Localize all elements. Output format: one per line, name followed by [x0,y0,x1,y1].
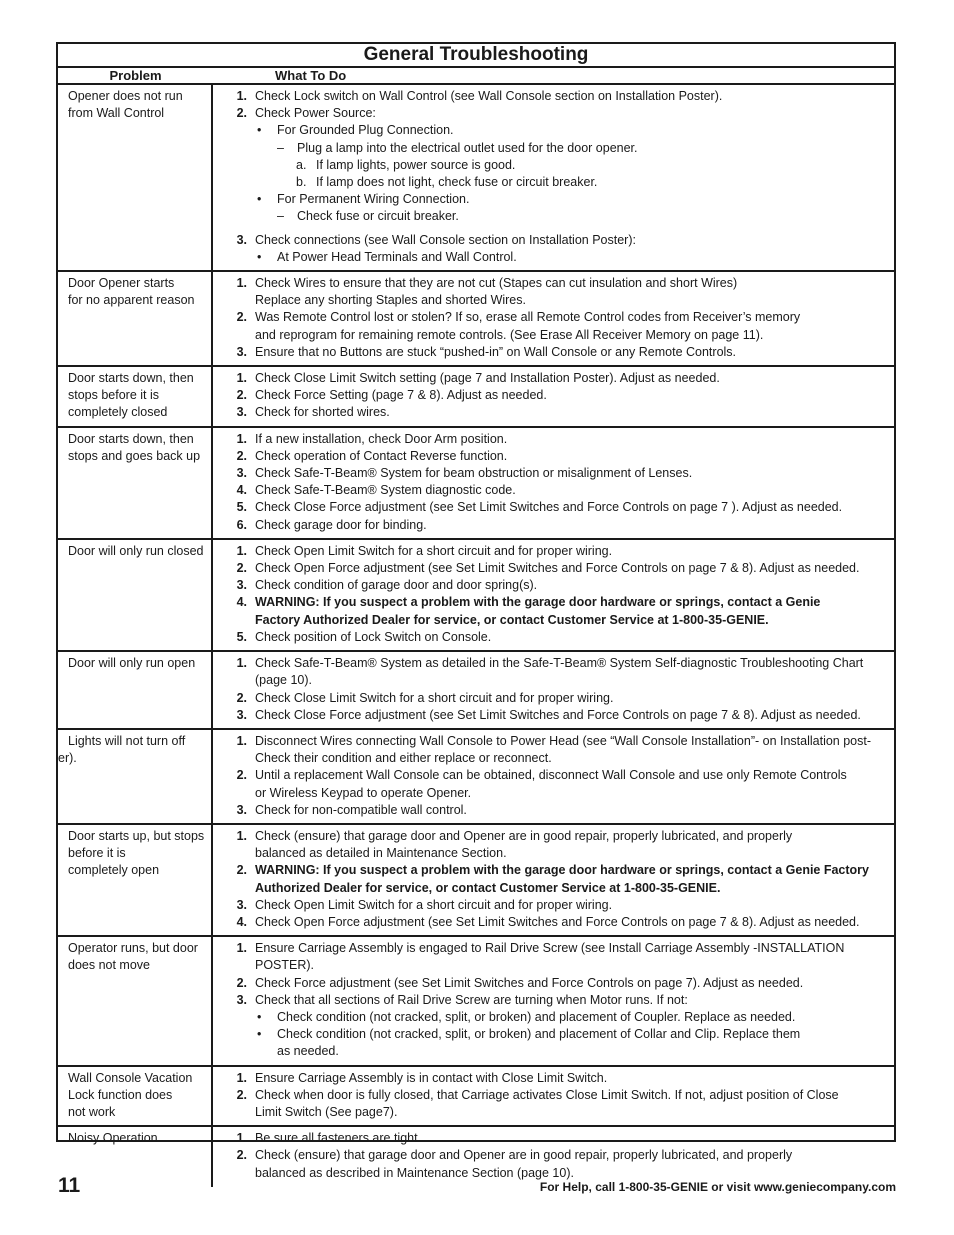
step-text: Check (ensure) that garage door and Opener are in good repair, properly lubricated, and properly balanced as described in Maintenance Section (page 10). [255,1148,793,1180]
what-to-do-cell [213,272,894,365]
step-number: 1. [236,828,247,843]
step-item [213,802,888,819]
step-item [213,1130,888,1147]
step-text: Check Open Limit Switch for a short circuit and for proper wiring. [255,897,613,912]
table-row [58,85,894,272]
step-text: Be sure all fasteners are tight. [255,1131,422,1146]
step-item [213,940,888,974]
step-text: Disconnect Wires connecting Wall Console to Power Head (see “Wall Console Installation”- on Installation post- Check their condition and either replace or reconnect. [255,733,872,766]
step-text: Check Open Force adjustment (see Set Limit Switches and Force Controls on page 7 & 8). Adjust as needed. [255,561,860,576]
step-item [213,975,888,992]
step-number: 1. [236,941,247,956]
table-row [58,730,894,825]
troubleshooting-table [56,42,896,1180]
list-marker: b. [296,175,307,190]
table-row [58,272,894,367]
step-number: 1. [236,276,247,291]
step-number: 3. [236,232,247,247]
step-item [213,655,888,689]
step-number: 3. [236,466,247,481]
step-text: Check Safe-T-Beam® System as detailed in the Safe-T-Beam® System Self-diagnostic Troubleshooting Chart (page 10). [255,656,864,688]
warning-text: WARNING: If you suspect a problem with the garage door hardware or springs, contact a Genie Factory Authorized Dealer for service, or contact Customer Service at 1-800-35-GENIE. [255,595,821,627]
step-item [213,897,888,914]
step-number: 1. [236,656,247,671]
step-number: 3. [236,405,247,420]
problem-cell: Door will only run open [58,652,213,728]
step-number: 2. [236,448,247,463]
sub-text: For Permanent Wiring Connection. [277,192,470,207]
step-text: Check Force adjustment (see Set Limit Switches and Force Controls on page 7). Adjust as needed. [255,975,804,990]
bullet-marker: • [257,249,262,264]
step-text: Check Safe-T-Beam® System for beam obstruction or misalignment of Lenses. [255,466,693,481]
step-item [213,275,888,309]
step-number: 2. [236,975,247,990]
step-number: 4. [236,595,247,610]
sub-item [213,191,888,208]
problem-cell: Opener does not run from Wall Control [58,85,213,270]
step-text: Check garage door for binding. [255,517,427,532]
step-text: Check for shorted wires. [255,405,390,420]
step-number: 2. [236,561,247,576]
problem-cell: Door will only run closed [58,540,213,650]
sub-text: If lamp lights, power source is good. [316,157,516,172]
problem-cell: Lights will not turn off er). [58,730,213,823]
step-text: Check position of Lock Switch on Console. [255,629,492,644]
step-item [213,543,888,560]
list-marker: – [277,209,284,224]
step-item [213,914,888,931]
bullet-marker: • [257,1009,262,1024]
sub-item [213,1026,888,1060]
step-text: Check Power Source: [255,106,376,121]
step-number: 2. [236,1087,247,1102]
table-body [58,85,894,1187]
step-item [213,733,888,767]
step-number: 2. [236,690,247,705]
table-row [58,367,894,428]
step-item [213,1070,888,1087]
step-number: 2. [236,388,247,403]
sub-item [213,249,888,266]
step-number: 1. [236,543,247,558]
step-number: 1. [236,89,247,103]
sub-item [213,1009,888,1026]
what-to-do-cell [213,825,894,935]
step-text: Check Close Limit Switch setting (page 7 and Installation Poster). Adjust as needed. [255,371,720,386]
problem-cell: Door starts down, then stops before it is completely closed [58,367,213,426]
sub-option [213,157,888,174]
sub-option [213,174,888,191]
table-row [58,1067,894,1128]
step-number: 3. [236,344,247,359]
step-text: Ensure that no Buttons are stuck “pushed-in” on Wall Console or any Remote Controls. [255,344,737,359]
table-row [58,937,894,1066]
step-number: 1. [236,733,247,748]
step-item [213,1147,888,1181]
what-to-do-cell [213,428,894,538]
step-text: Check (ensure) that garage door and Opener are in good repair, properly lubricated, and properly balanced as detailed in Maintenance Section. [255,828,793,861]
step-number: 3. [236,578,247,593]
table-row [58,825,894,937]
page-title: General Troubleshooting [58,44,894,68]
problem-cell: Wall Console Vacation Lock function does not work [58,1067,213,1126]
step-text: Check Wires to ensure that they are not cut (Stapes can cut insulation and short Wires) Replace any shorting Staples and shorted Wires. [255,276,738,308]
step-item [213,465,888,482]
page-number: 11 [58,1174,81,1197]
step-item [213,690,888,707]
step-item [213,862,888,896]
sub-text: Plug a lamp into the electrical outlet used for the door opener. [297,140,638,155]
bullet-marker: • [257,192,262,207]
list-marker: a. [296,157,307,172]
step-item [213,1087,888,1121]
problem-cell: Door Opener starts for no apparent reason [58,272,213,365]
step-number: 2. [236,310,247,325]
step-item [213,560,888,577]
sub-text: For Grounded Plug Connection. [277,123,454,138]
problem-cell: Door starts up, but stops before it is completely open [58,825,213,935]
step-item [213,370,888,387]
step-item [213,992,888,1009]
step-number: 3. [236,802,247,817]
step-text: Check Close Limit Switch for a short circuit and for proper wiring. [255,690,614,705]
step-item [213,499,888,516]
step-item [213,707,888,724]
table-row [58,428,894,540]
what-to-do-cell [213,540,894,650]
step-text: Ensure Carriage Assembly is in contact with Close Limit Switch. [255,1070,608,1085]
step-item [213,88,888,105]
step-text: Check Lock switch on Wall Control (see Wall Console section on Installation Poster). [255,89,723,103]
step-number: 3. [236,897,247,912]
step-number: 4. [236,914,247,929]
step-number: 1. [236,1131,247,1146]
list-marker: – [277,140,284,155]
step-number: 6. [236,517,247,532]
sub-text: Check fuse or circuit breaker. [297,209,459,224]
bullet-marker: • [257,123,262,138]
step-text: Check Open Limit Switch for a short circuit and for proper wiring. [255,543,613,558]
table-row [58,540,894,652]
sub-text: At Power Head Terminals and Wall Control. [277,249,517,264]
step-item [213,448,888,465]
step-number: 1. [236,431,247,446]
header-what-to-do: What To Do [275,68,347,83]
step-item [213,767,888,801]
step-number: 3. [236,992,247,1007]
step-item [213,828,888,862]
what-to-do-cell [213,1127,894,1187]
sub-text: Check condition (not cracked, split, or broken) and placement of Coupler. Replace as needed. [277,1009,796,1024]
step-item [213,577,888,594]
step-text: Check Safe-T-Beam® System diagnostic code. [255,483,516,498]
step-text: Until a replacement Wall Console can be obtained, disconnect Wall Console and use only Remote Controls or Wireless Keypad to operate Opener. [255,768,847,800]
step-number: 1. [236,1070,247,1085]
step-text: Check that all sections of Rail Drive Screw are turning when Motor runs. If not: [255,992,688,1007]
problem-cell: Door starts down, then stops and goes back up [58,428,213,538]
step-number: 1. [236,371,247,386]
step-number: 4. [236,483,247,498]
step-text: Check for non-compatible wall control. [255,802,467,817]
step-item [213,387,888,404]
what-to-do-cell [213,652,894,728]
step-number: 5. [236,629,247,644]
step-text: If a new installation, check Door Arm position. [255,431,508,446]
problem-cell: Operator runs, but door does not move [58,937,213,1064]
bullet-marker: • [257,1027,262,1042]
step-item [213,404,888,421]
table-header [58,68,894,85]
problem-cell: Noisy Operation [58,1127,213,1187]
what-to-do-cell [213,937,894,1064]
step-text: Was Remote Control lost or stolen? If so, erase all Remote Control codes from Receiver’s memory and reprogram for remaining remote controls. (See Erase All Receiver Memory on page 11). [255,310,801,342]
step-text: Check condition of garage door and door spring(s). [255,578,538,593]
step-number: 2. [236,768,247,783]
step-item [213,344,888,361]
step-text: Check operation of Contact Reverse function. [255,448,508,463]
step-item [213,482,888,499]
step-item [213,517,888,534]
step-text: Check Force Setting (page 7 & 8). Adjust as needed. [255,388,547,403]
step-item [213,232,888,249]
step-item [213,629,888,646]
step-item [213,309,888,343]
help-line: For Help, call 1-800-35-GENIE or visit www.geniecompany.com [539,1180,896,1194]
warning-text: WARNING: If you suspect a problem with the garage door hardware or springs, contact a Genie Factory Authorized Dealer for service, or contact Customer Service at 1-800-35-GENIE. [255,863,870,895]
step-text: Check Close Force adjustment (see Set Limit Switches and Force Controls on page 7 ). Adjust as needed. [255,500,843,515]
header-problem: Problem [109,68,162,83]
what-to-do-cell [213,730,894,823]
step-text: Check Open Force adjustment (see Set Limit Switches and Force Controls on page 7 & 8). Adjust as needed. [255,914,860,929]
step-text: Check when door is fully closed, that Carriage activates Close Limit Switch. If not, adjust position of Close Limit Switch (See page7). [255,1087,839,1119]
step-item [213,431,888,448]
sub-item [213,140,888,157]
sub-item [213,208,888,225]
step-text: Check Close Force adjustment (see Set Limit Switches and Force Controls on page 7 & 8). Adjust as needed. [255,707,861,722]
sub-text: If lamp does not light, check fuse or circuit breaker. [316,175,598,190]
step-number: 2. [236,863,247,878]
sub-text: Check condition (not cracked, split, or broken) and placement of Collar and Clip. Replace them as needed. [277,1027,801,1059]
step-item [213,594,888,628]
table-row [58,652,894,730]
what-to-do-cell [213,367,894,426]
sub-item [213,122,888,139]
what-to-do-cell [213,85,894,270]
step-item [213,105,888,122]
step-number: 2. [236,1148,247,1163]
table-row [58,1127,894,1187]
step-number: 3. [236,707,247,722]
step-text: Ensure Carriage Assembly is engaged to Rail Drive Screw (see Install Carriage Assembly -INSTALLATION POSTER). [255,941,845,973]
what-to-do-cell [213,1067,894,1126]
step-number: 2. [236,106,247,121]
step-number: 5. [236,500,247,515]
step-text: Check connections (see Wall Console section on Installation Poster): [255,232,636,247]
